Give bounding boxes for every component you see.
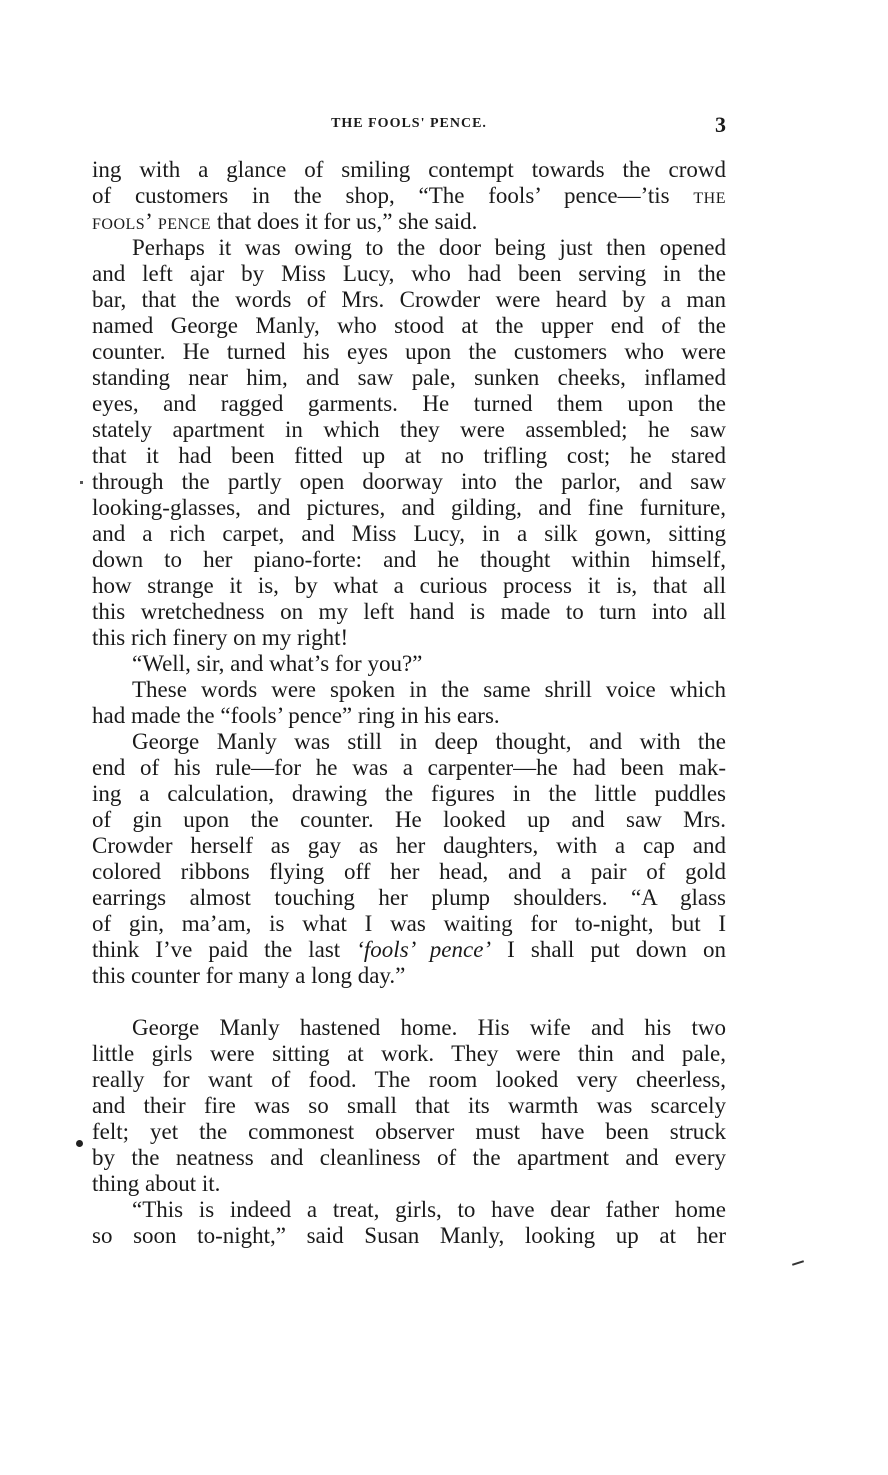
text-span: I shall put down on: [507, 937, 726, 962]
text-line: ing with a glance of smiling contempt towards the crowd: [92, 157, 726, 182]
text-line: by the neatness and cleanliness of the apartment and every: [92, 1145, 726, 1170]
text-line: eyes, and ragged garments. He turned them upon the: [92, 391, 726, 416]
text-line: that it had been fitted up at no trifling cost; he stared: [92, 443, 726, 468]
text-line: of gin upon the counter. He looked up and saw Mrs.: [92, 807, 726, 832]
text-span: think I’ve paid the last: [92, 937, 341, 962]
page-number: 3: [715, 112, 726, 137]
text-line: ing a calculation, drawing the figures in the little puddles: [92, 781, 726, 806]
paragraph-start-line: Perhaps it was owing to the door being just then opened: [132, 235, 726, 260]
section-break: [92, 989, 726, 1015]
paragraph-start-line: George Manly hastened home. His wife and his two: [132, 1015, 726, 1040]
text-line: little girls were sitting at work. They were thin and pale,: [92, 1041, 726, 1066]
paragraph-start-line: These words were spoken in the same shrill voice which: [132, 677, 726, 702]
text-line: had made the “fools’ pence” ring in his ears.: [92, 703, 500, 728]
text-line: and a rich carpet, and Miss Lucy, in a silk gown, sitting: [92, 521, 726, 546]
text-line: this rich finery on my right!: [92, 625, 349, 650]
running-head: [92, 112, 726, 142]
small-caps-span: fools’ pence: [92, 209, 212, 234]
small-caps-span: the: [693, 183, 727, 208]
text-line: Crowder herself as gay as her daughters, with a cap and: [92, 833, 726, 858]
text-line: named George Manly, who stood at the upper end of the: [92, 313, 726, 338]
text-line: looking-glasses, and pictures, and gilding, and fine furniture,: [92, 495, 726, 520]
text-line: this wretchedness on my left hand is made to turn into all: [92, 599, 726, 624]
margin-bullet-mark: [76, 1140, 83, 1147]
text-span: of customers in the shop, “The fools’ pence—’tis: [92, 183, 670, 208]
text-line: [92, 209, 726, 235]
text-line: end of his rule—for he was a carpenter—he had been mak-: [92, 755, 726, 780]
paragraph-start-line: “This is indeed a treat, girls, to have dear father home: [132, 1197, 726, 1222]
text-line: of gin, ma’am, is what I was waiting for to-night, but I: [92, 911, 726, 936]
text-line: down to her piano-forte: and he thought within himself,: [92, 547, 726, 572]
text-line: felt; yet the commonest observer must have been struck: [92, 1119, 726, 1144]
text-line: stately apartment in which they were assembled; he saw: [92, 417, 726, 442]
text-line: [92, 937, 726, 963]
margin-stray-mark: [792, 1260, 804, 1266]
text-line: colored ribbons flying off her head, and a pair of gold: [92, 859, 726, 884]
text-line: bar, that the words of Mrs. Crowder were heard by a man: [92, 287, 726, 312]
paragraph-start-line: George Manly was still in deep thought, and with the: [132, 729, 726, 754]
text-line: through the partly open doorway into the parlor, and saw: [92, 469, 726, 494]
text-line: really for want of food. The room looked very cheerless,: [92, 1067, 726, 1092]
body-text: [92, 157, 726, 1249]
text-line: how strange it is, by what a curious process it is, that all: [92, 573, 726, 598]
text-line: [92, 183, 726, 209]
text-line: counter. He turned his eyes upon the customers who were: [92, 339, 726, 364]
text-line: this counter for many a long day.”: [92, 963, 406, 988]
text-line: and left ajar by Miss Lucy, who had been serving in the: [92, 261, 726, 286]
text-line: and their fire was so small that its warmth was scarcely: [92, 1093, 726, 1118]
text-line: standing near him, and saw pale, sunken cheeks, inflamed: [92, 365, 726, 390]
text-span: that does it for us,” she said.: [216, 209, 478, 234]
text-line: so soon to-night,” said Susan Manly, looking up at her: [92, 1223, 726, 1248]
dialogue-line: “Well, sir, and what’s for you?”: [132, 651, 423, 676]
text-line: thing about it.: [92, 1171, 221, 1196]
italic-span: ‘fools’ pence’: [356, 937, 492, 962]
margin-speck: [80, 481, 83, 484]
running-title: THE FOOLS' PENCE.: [331, 116, 487, 131]
text-line: earrings almost touching her plump shoulders. “A glass: [92, 885, 726, 910]
